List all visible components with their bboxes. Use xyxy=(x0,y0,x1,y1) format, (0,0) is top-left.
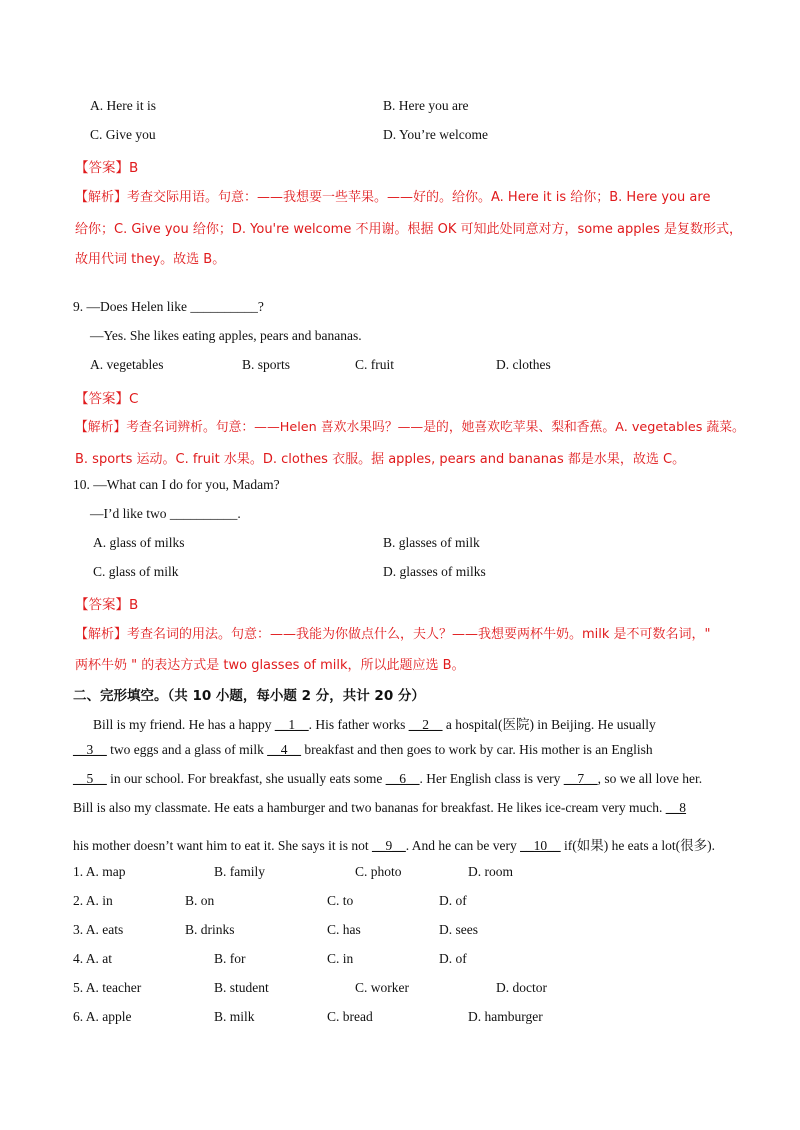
q9-option-a: A. vegetables xyxy=(90,357,164,372)
q8-analysis-line-3: 故用代词 they。故选 B。 xyxy=(75,252,226,267)
passage-text: . And he can be very xyxy=(405,838,521,853)
cloze-6-option-b: B. milk xyxy=(214,1009,255,1024)
passage-text: Bill is also my classmate. He eats a hamburger and two bananas for breakfast. He likes ice-cream very much. xyxy=(73,800,666,815)
cloze-1-option-a: 1. A. map xyxy=(73,864,126,879)
blank-1: __1__ xyxy=(274,717,309,732)
q10-reply: —I’d like two __________. xyxy=(90,506,241,521)
q9-option-d: D. clothes xyxy=(496,357,551,372)
cloze-4-option-a: 4. A. at xyxy=(73,951,112,966)
blank-4: __4__ xyxy=(267,742,301,757)
blank-10: __10__ xyxy=(520,838,561,853)
q10-option-b: B. glasses of milk xyxy=(383,535,480,550)
q8-option-a: A. Here it is xyxy=(90,98,156,113)
blank-9: __9__ xyxy=(371,838,406,853)
cloze-3-option-d: D. sees xyxy=(439,922,478,937)
blank-3: __3__ xyxy=(73,742,107,757)
q8-option-c: C. Give you xyxy=(90,127,156,142)
q9-reply: —Yes. She likes eating apples, pears and bananas. xyxy=(90,328,362,343)
cloze-3-option-a: 3. A. eats xyxy=(73,922,124,937)
passage-text: . Her English class is very xyxy=(419,771,564,786)
cloze-1-option-b: B. family xyxy=(214,864,265,879)
cloze-5-option-d: D. doctor xyxy=(496,980,547,995)
blank-6: __6__ xyxy=(385,771,420,786)
q8-option-d: D. You’re welcome xyxy=(383,127,488,142)
blank-5: __5__ xyxy=(73,771,107,786)
passage-line-2 xyxy=(73,742,653,758)
passage-text: a hospital(医院) in Beijing. He usually xyxy=(442,717,656,732)
cloze-6-option-a: 6. A. apple xyxy=(73,1009,132,1024)
cloze-4-option-b: B. for xyxy=(214,951,246,966)
passage-line-3 xyxy=(73,771,702,787)
q9-option-c: C. fruit xyxy=(355,357,394,372)
cloze-2-option-a: 2. A. in xyxy=(73,893,113,908)
passage-text: two eggs and a glass of milk xyxy=(106,742,268,757)
q9-answer: 【答案】C xyxy=(75,391,139,407)
cloze-6-option-c: C. bread xyxy=(327,1009,373,1024)
cloze-1-option-c: C. photo xyxy=(355,864,402,879)
q9-question: 9. —Does Helen like __________? xyxy=(73,299,264,314)
q9-option-b: B. sports xyxy=(242,357,291,372)
cloze-4-option-d: D. of xyxy=(439,951,467,966)
passage-text: in our school. For breakfast, she usually eats some xyxy=(106,771,386,786)
passage-text: Bill is my friend. He has a happy xyxy=(93,717,275,732)
q10-analysis-line-2: 两杯牛奶 " 的表达方式是 two glasses of milk，所以此题应选 B。 xyxy=(75,658,465,673)
q8-answer: 【答案】B xyxy=(75,160,139,176)
cloze-3-option-c: C. has xyxy=(327,922,361,937)
q10-analysis-line-1: 【解析】考查名词的用法。句意：——我能为你做点什么，夫人？——我想要两杯牛奶。milk 是不可数名词，" xyxy=(75,627,711,642)
passage-text: breakfast and then goes to work by car. His mother is an English xyxy=(300,742,653,757)
q9-analysis-line-1: 【解析】考查名词辨析。句意：——Helen 喜欢水果吗？——是的，她喜欢吃苹果、梨和香蕉。A. vegetables 蔬菜。 xyxy=(75,420,745,435)
q10-option-d: D. glasses of milks xyxy=(383,564,486,579)
cloze-5-option-c: C. worker xyxy=(355,980,409,995)
passage-text: his mother doesn’t want him to eat it. She says it is not xyxy=(73,838,372,853)
cloze-2-option-c: C. to xyxy=(327,893,354,908)
cloze-5-option-b: B. student xyxy=(214,980,269,995)
q10-option-c: C. glass of milk xyxy=(93,564,179,579)
q10-option-a: A. glass of milks xyxy=(93,535,185,550)
cloze-2-option-b: B. on xyxy=(185,893,215,908)
q10-question: 10. —What can I do for you, Madam? xyxy=(73,477,280,492)
passage-line-4 xyxy=(73,800,686,816)
q9-analysis-line-2: B. sports 运动。C. fruit 水果。D. clothes 衣服。据 apples, pears and bananas 都是水果，故选 C。 xyxy=(75,452,686,467)
cloze-2-option-d: D. of xyxy=(439,893,467,908)
passage-line-5 xyxy=(73,834,715,854)
passage-text: , so we all love her. xyxy=(597,771,703,786)
passage-line-1 xyxy=(93,713,656,733)
q10-answer: 【答案】B xyxy=(75,597,139,613)
cloze-5-option-a: 5. A. teacher xyxy=(73,980,142,995)
q8-analysis-line-1: 【解析】考查交际用语。句意：——我想要一些苹果。——好的。给你。A. Here it is 给你；B. Here you are xyxy=(75,190,711,205)
blank-2: __2__ xyxy=(408,717,443,732)
passage-text: . His father works xyxy=(308,717,409,732)
blank-7: __7__ xyxy=(563,771,598,786)
q8-option-b: B. Here you are xyxy=(383,98,469,113)
section-heading: 二、完形填空。（共 10 小题，每小题 2 分，共计 20 分） xyxy=(73,688,425,704)
cloze-4-option-c: C. in xyxy=(327,951,354,966)
passage-text: if(如果) he eats a lot(很多). xyxy=(560,838,716,853)
blank-8: __8 xyxy=(665,800,687,815)
cloze-6-option-d: D. hamburger xyxy=(468,1009,543,1024)
q8-analysis-line-2: 给你；C. Give you 给你；D. You're welcome 不用谢。根据 OK 可知此处同意对方，some apples 是复数形式， xyxy=(75,222,742,237)
cloze-1-option-d: D. room xyxy=(468,864,513,879)
cloze-3-option-b: B. drinks xyxy=(185,922,235,937)
